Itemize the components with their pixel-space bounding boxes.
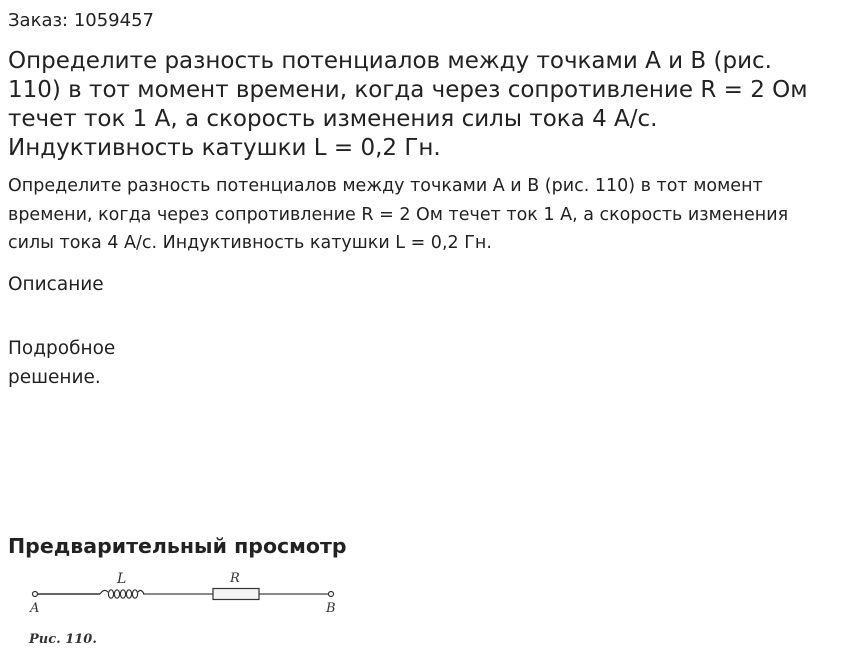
terminal-b-icon <box>329 592 334 597</box>
description-text: Подробное решение. <box>8 338 116 388</box>
label-inductor: L <box>117 571 127 587</box>
inductor-coil-icon <box>100 590 144 598</box>
label-point-b: B <box>326 601 336 616</box>
task-title: Определите разность потенциалов между точками A и B (рис. 110) в тот момент времени, когда через сопротивление R = 2 Ом течет ток 1 A, а скорость изменения силы тока 4 A/с. Индуктивность катушки L = 0,2 Гн. <box>8 48 808 161</box>
label-point-a: A <box>30 601 40 616</box>
terminal-a-icon <box>33 592 38 597</box>
figure-caption: Рис. 110. <box>29 632 97 647</box>
task-text: Определите разность потенциалов между точками A и B (рис. 110) в тот момент времени, когда через сопротивление R = 2 Ом течет ток 1 A, а скорость изменения силы тока 4 A/с. Индуктивность катушки L = 0,2 Гн. <box>8 176 789 253</box>
order-number: Заказ: 1059457 <box>8 10 154 31</box>
description-heading: Описание <box>8 274 104 295</box>
preview-figure <box>20 562 350 652</box>
resistor-icon <box>213 589 259 600</box>
preview-heading: Предварительный просмотр <box>8 534 347 558</box>
label-resistor: R <box>230 571 240 586</box>
circuit-diagram <box>20 562 350 652</box>
